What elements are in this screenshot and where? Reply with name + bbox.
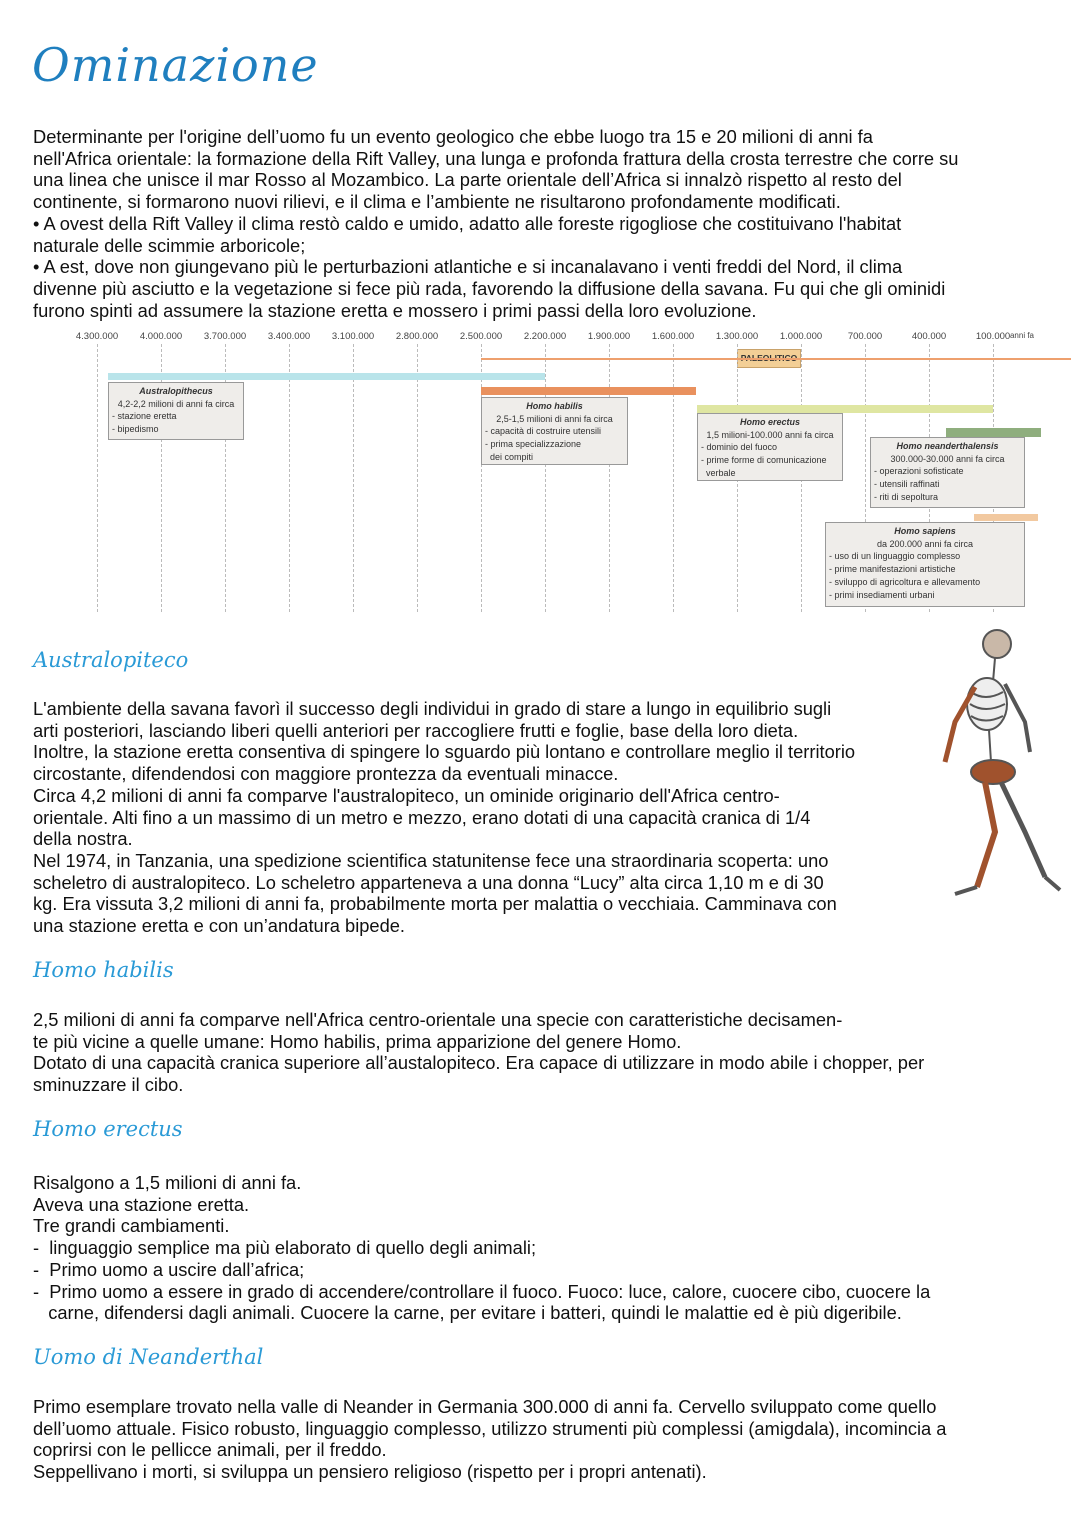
section-body	[33, 1396, 946, 1483]
section-body	[33, 1009, 924, 1096]
species-trait: - dominio del fuoco	[701, 442, 778, 453]
body-line: Primo esemplare trovato nella valle di Neander in Germania 300.000 di anni fa. Cervello sviluppato come quello	[33, 1396, 937, 1417]
timeline-tick-label: 2.200.000	[523, 331, 567, 342]
species-trait: - prima specializzazione	[485, 439, 582, 450]
species-name: Homo habilis	[526, 401, 583, 411]
body-line: Tre grandi cambiamenti.	[33, 1215, 230, 1237]
species-range: 300.000-30.000 anni fa circa	[890, 453, 1005, 464]
section-heading: Homo habilis	[33, 958, 174, 982]
timeline-tick-label: 1.000.000	[779, 331, 823, 342]
body-line: 2,5 milioni di anni fa comparve nell'Africa centro-orientale una specie con caratteristiche decisamen-	[33, 1009, 843, 1030]
species-name: Homo erectus	[739, 417, 801, 427]
body-line: Aveva una stazione eretta.	[33, 1193, 250, 1215]
timeline-gridline	[353, 344, 354, 612]
body-line: kg. Era vissuta 3,2 milioni di anni fa, probabilmente morta per malattia o vecchiaia. Camminava con	[33, 893, 837, 915]
timeline-tick-label: 100.000	[975, 331, 1011, 342]
timeline-tick-label: 2.800.000	[395, 331, 439, 342]
timeline-gridline	[289, 344, 290, 612]
timeline-tick-label: 1.300.000	[715, 331, 759, 342]
body-line: orientale. Alti fino a un massimo di un metro e mezzo, erano dotati di una capacità cranica di 1/4	[33, 806, 811, 828]
timeline-tick-label: 400.000	[911, 331, 947, 342]
section-heading: Uomo di Neanderthal	[33, 1345, 264, 1369]
species-box	[697, 413, 843, 481]
timeline-tick-label: 3.400.000	[267, 331, 311, 342]
species-range: da 200.000 anni fa circa	[876, 538, 974, 549]
timeline-gridline	[481, 344, 482, 612]
body-line: della nostra.	[33, 828, 133, 850]
timeline-gridline	[417, 344, 418, 612]
timeline-tick-label: 1.900.000	[587, 331, 631, 342]
species-trait: - riti di sepoltura	[874, 491, 939, 502]
body-line: Dotato di una capacità cranica superiore all’austalopiteco. Era capace di utilizzare in modo abile i chopper, per	[33, 1052, 925, 1074]
body-line: circostante, difendendosi con maggiore prontezza da eventuali minacce.	[33, 763, 619, 785]
species-box	[870, 437, 1025, 508]
species-trait: - stazione eretta	[112, 411, 177, 422]
species-name: Australopithecus	[139, 386, 213, 396]
intro-line: naturale delle scimmie arboricole;	[33, 234, 306, 256]
body-line: - Primo uomo a uscire dall’africa;	[33, 1258, 305, 1280]
species-trait: - sviluppo di agricoltura e allevamento	[829, 576, 981, 587]
timeline-tick-label: 2.500.000	[459, 331, 503, 342]
species-trait: dei compiti	[485, 451, 534, 462]
timeline-gridline	[545, 344, 546, 612]
body-line: Nel 1974, in Tanzania, una spedizione scientifica statunitense fece una straordinaria scoperta: uno	[33, 849, 829, 871]
body-line: carne, difendersi dagli animali. Cuocere la carne, per evitare i batteri, quindi le malattie ed è più digeribile.	[33, 1302, 902, 1324]
timeline-tick-label: 700.000	[847, 331, 883, 342]
species-name: Homo neanderthalensis	[896, 441, 999, 451]
body-line: - linguaggio semplice ma più elaborato di quello degli animali;	[33, 1237, 537, 1259]
body-line: una stazione eretta e con un’andatura bipede.	[33, 915, 405, 937]
intro-line: continente, si formarono nuovi rilievi, e il clima e l’ambiente ne risultarono profondamente modificati.	[33, 191, 841, 213]
species-range: 1,5 milioni-100.000 anni fa circa	[706, 429, 834, 440]
body-line: dell’uomo attuale. Fisico robusto, linguaggio complesso, utilizzo strumenti più complessi (amigdala), incomincia a	[33, 1417, 947, 1439]
body-line: scheletro di australopiteco. Lo scheletro apparteneva a una donna “Lucy” alta circa 1,10 m e di 30	[33, 871, 824, 893]
timeline-unit-label: anni fa	[1009, 331, 1035, 340]
intro-line: furono spinti ad assumere la stazione eretta e mossero i primi passi della loro evoluzione.	[33, 299, 757, 321]
intro-paragraph	[33, 126, 958, 321]
species-trait: - uso di un linguaggio complesso	[829, 551, 961, 562]
species-trait: - operazioni sofisticate	[874, 466, 964, 477]
species-range: 4,2-2,2 milioni di anni fa circa	[117, 398, 235, 409]
species-name: Homo sapiens	[894, 526, 956, 536]
body-line: Circa 4,2 milioni di anni fa comparve l'australopiteco, un ominide originario dell'Africa centro-	[33, 784, 780, 806]
intro-line: • A ovest della Rift Valley il clima restò caldo e umido, adatto alle foreste rigogliose che costituivano l'habitat	[33, 212, 902, 234]
species-box	[825, 522, 1025, 607]
intro-line: nell'Africa orientale: la formazione della Rift Valley, una lunga e profonda frattura della crosta terrestre che corre su	[33, 147, 959, 169]
species-trait: - capacità di costruire utensili	[485, 426, 602, 437]
intro-line: una linea che unisce il mar Rosso al Mozambico. La parte orientale dell’Africa si innalzò rispetto al resto del	[33, 169, 902, 191]
timeline-gridline	[97, 344, 98, 612]
sapiens-bar	[974, 514, 1038, 521]
erectus-bar	[697, 405, 993, 413]
species-trait: - utensili raffinati	[874, 479, 940, 490]
section-body	[33, 698, 855, 937]
species-trait: verbale	[701, 467, 736, 478]
australopithecus-bar	[108, 373, 545, 380]
species-trait: - prime forme di comunicazione	[701, 455, 827, 466]
lucy-skeleton-icon	[935, 622, 1075, 912]
timeline-gridline	[673, 344, 674, 612]
body-line: Inoltre, la stazione eretta consentiva di spingere lo sguardo più lontano e controllare meglio il territorio	[33, 741, 856, 763]
intro-line: divenne più asciutto e la vegetazione si fece più rada, favorendo la diffusione della savana. Fu qui che gli ominidi	[33, 277, 946, 299]
body-line: arti posteriori, lasciando liberi quelli anteriori per raccogliere frutti e foglie, base della loro dieta.	[33, 719, 799, 741]
body-line: te più vicine a quelle umane: Homo habilis, prima apparizione del genere Homo.	[33, 1030, 682, 1052]
habilis-bar	[481, 387, 696, 395]
species-trait: - prime manifestazioni artistiche	[829, 564, 956, 575]
timeline-tick-label: 3.100.000	[331, 331, 375, 342]
timeline-tick-label: 4.000.000	[139, 331, 183, 342]
body-line: Seppellivano i morti, si sviluppa un pensiero religioso (rispetto per i propri antenati).	[33, 1461, 707, 1483]
section-heading: Homo erectus	[33, 1117, 183, 1141]
species-box	[481, 397, 628, 465]
timeline-tick-label: 3.700.000	[203, 331, 247, 342]
intro-line: • A est, dove non giungevano più le perturbazioni atlantiche e si incanalavano i venti freddi del Nord, il clima	[33, 256, 903, 278]
intro-line: Determinante per l'origine dell’uomo fu un evento geologico che ebbe luogo tra 15 e 20 milioni di anni fa	[33, 126, 873, 147]
species-trait: - primi insediamenti urbani	[829, 589, 935, 600]
timeline-tick-label: 1.600.000	[651, 331, 695, 342]
era-line	[481, 358, 1071, 360]
timeline-gridline	[609, 344, 610, 612]
page-title: Ominazione	[32, 38, 319, 92]
body-line: coprirsi con le pellicce animali, per il freddo.	[33, 1439, 387, 1461]
species-box	[108, 382, 244, 440]
species-range: 2,5-1,5 milioni di anni fa circa	[496, 413, 613, 424]
body-line: Risalgono a 1,5 milioni di anni fa.	[33, 1172, 302, 1193]
body-line: - Primo uomo a essere in grado di accendere/controllare il fuoco. Fuoco: luce, calore, cuocere cibo, cuocere la	[33, 1280, 931, 1302]
species-trait: - bipedismo	[112, 424, 159, 435]
body-line: sminuzzare il cibo.	[33, 1074, 184, 1096]
neanderthalensis-bar	[946, 428, 1041, 437]
section-body	[33, 1172, 930, 1324]
body-line: L'ambiente della savana favorì il successo degli individui in grado di stare a lungo in equilibrio sugli	[33, 698, 832, 719]
timeline-tick-label: 4.300.000	[75, 331, 119, 342]
section-heading: Australopiteco	[33, 648, 189, 672]
